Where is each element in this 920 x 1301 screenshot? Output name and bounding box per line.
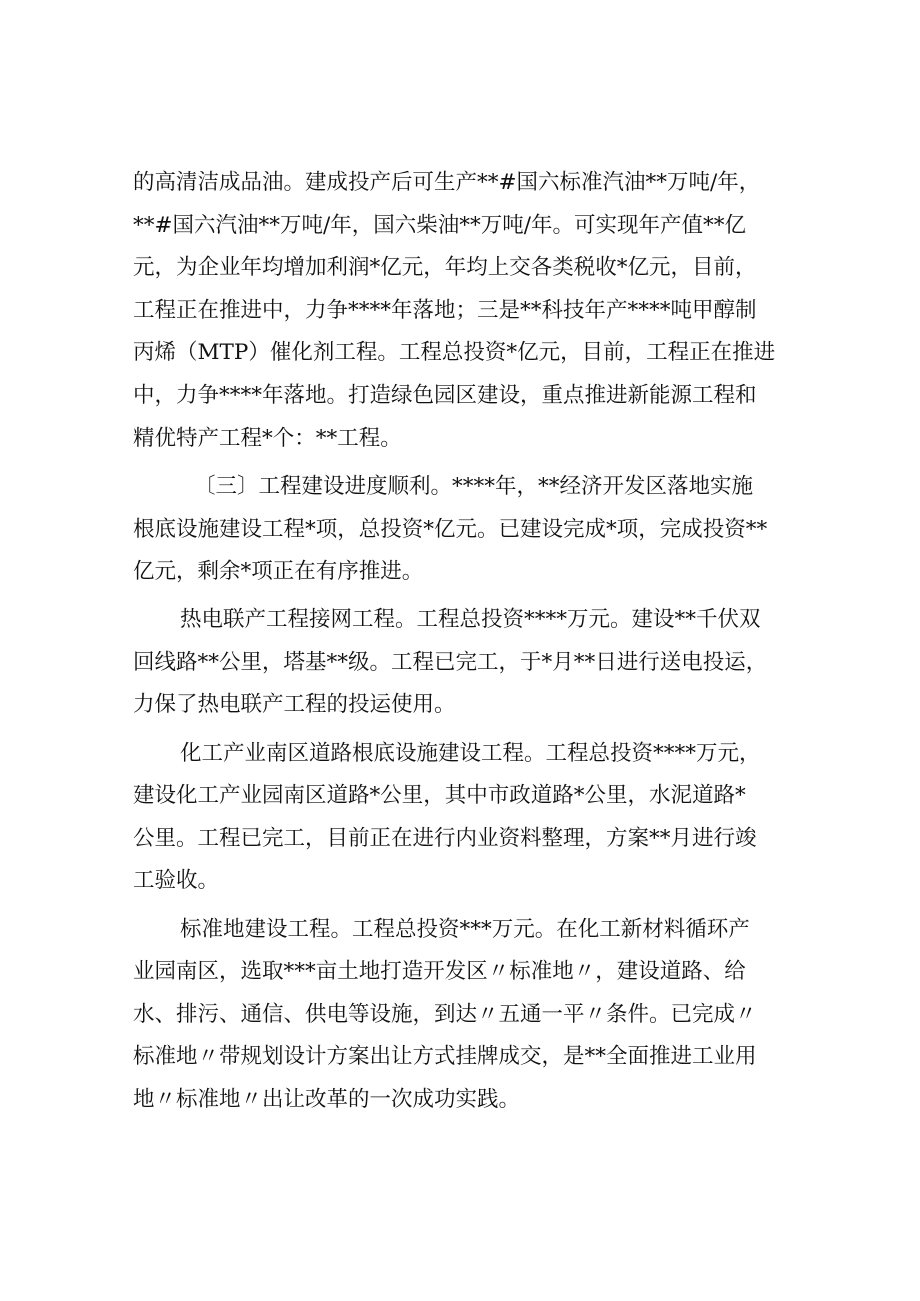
text-line: 元，为企业年均增加利润*亿元，年均上交各类税收*亿元，目前， bbox=[133, 255, 757, 280]
text-line: 标准地〃带规划设计方案出让方式挂牌成交，是**全面推进工业用 bbox=[133, 1044, 757, 1069]
text-line: 水、排污、通信、供电等设施，到达〃五通一平〃条件。已完成〃 bbox=[133, 1002, 757, 1027]
text-line: 中，力争****年落地。打造绿色园区建设，重点推进新能源工程和 bbox=[133, 383, 757, 408]
text-line: 地〃标准地〃出让改革的一次成功实践。 bbox=[133, 1087, 521, 1112]
text-line: 热电联产工程接网工程。工程总投资****万元。建设**千伏双 bbox=[180, 607, 761, 632]
text-line: 亿元，剩余*项正在有序推进。 bbox=[133, 559, 424, 584]
text-line: 标准地建设工程。工程总投资***万元。在化工新材料循环产 bbox=[180, 917, 750, 942]
text-line: 工程正在推进中，力争****年落地；三是**科技年产****吨甲醇制 bbox=[133, 298, 757, 323]
text-line: 〔三〕工程建设进度顺利。****年，**经济开发区落地实施 bbox=[194, 474, 754, 499]
text-line: 精优特产工程*个：**工程。 bbox=[133, 426, 402, 451]
text-line: 根底设施建设工程*项，总投资*亿元。已建设完成*项，完成投资** bbox=[133, 517, 768, 542]
text-line: 建设化工产业园南区道路*公里，其中市政道路*公里，水泥道路* bbox=[133, 783, 746, 808]
text-line: 工验收。 bbox=[133, 868, 220, 893]
text-line: 化工产业南区道路根底设施建设工程。工程总投资****万元， bbox=[180, 741, 761, 766]
text-line: **#国六汽油**万吨/年，国六柴油**万吨/年。可实现年产值**亿 bbox=[133, 213, 747, 238]
text-line: 公里。工程已完工，目前正在进行内业资料整理，方案**月进行竣 bbox=[133, 826, 757, 851]
text-line: 回线路**公里，塔基**级。工程已完工，于*月**日进行送电投运， bbox=[133, 650, 768, 675]
text-line: 丙烯（MTP）催化剂工程。工程总投资*亿元，目前，工程正在推进 bbox=[133, 340, 776, 365]
text-line: 力保了热电联产工程的投运使用。 bbox=[133, 692, 456, 717]
text-line: 业园南区，选取***亩土地打造开发区〃标准地〃，建设道路、给 bbox=[133, 959, 746, 984]
text-line: 的高清洁成品油。建成投产后可生产**#国六标准汽油**万吨/年， bbox=[133, 170, 761, 195]
